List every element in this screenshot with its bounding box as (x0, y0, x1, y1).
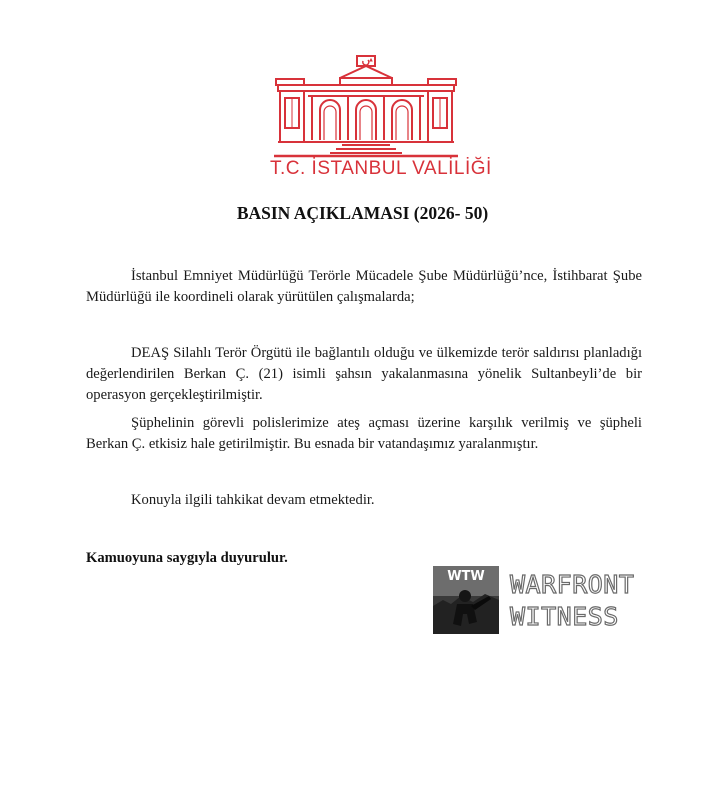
paragraph-2 (86, 343, 642, 406)
paragraph-2-text: DEAŞ Silahlı Terör Örgütü ile bağlantılı olduğu ve ülkemizde terör saldırısı planladığı değerlendirilen Berkan Ç. (21) isimli şahsın yakalanmasına yönelik Sultanbeyli’de bir operasyon gerçekleştirilmiştir. (86, 345, 642, 403)
soldier-watermark-icon (433, 566, 499, 634)
closing-statement: Kamuoyuna saygıyla duyurulur. (86, 550, 288, 566)
governorship-building-icon (270, 52, 462, 158)
watermark-line-1: WARFRONT (510, 570, 635, 599)
paragraph-3 (86, 413, 642, 455)
paragraph-3-text: Şüphelinin görevli polislerimize ateş açması üzerine karşılık verilmiş ve şüpheli Berkan Ç. etkisiz hale getirilmiştir. Bu esnada bir vatandaşımız yaralanmıştır. (86, 415, 642, 452)
watermark-badge: WTW (447, 569, 485, 584)
watermark-line-2: WITNESS (510, 602, 619, 631)
istanbul-governorship-logo (270, 52, 492, 188)
paragraph-4 (86, 490, 642, 511)
paragraph-1 (86, 266, 642, 308)
paragraph-1-text: İstanbul Emniyet Müdürlüğü Terörle Mücadele Şube Müdürlüğü’nce, İstihbarat Şube Müdürlüğü ile koordineli olarak yürütülen çalışmalarda; (86, 268, 642, 305)
logo-caption: T.C. İSTANBUL VALİLİĞİ (270, 158, 492, 179)
document-title: BASIN AÇIKLAMASI (2026- 50) (236, 203, 489, 223)
warfront-witness-watermark (433, 566, 633, 638)
paragraph-4-text: Konuyla ilgili tahkikat devam etmektedir. (131, 492, 375, 508)
